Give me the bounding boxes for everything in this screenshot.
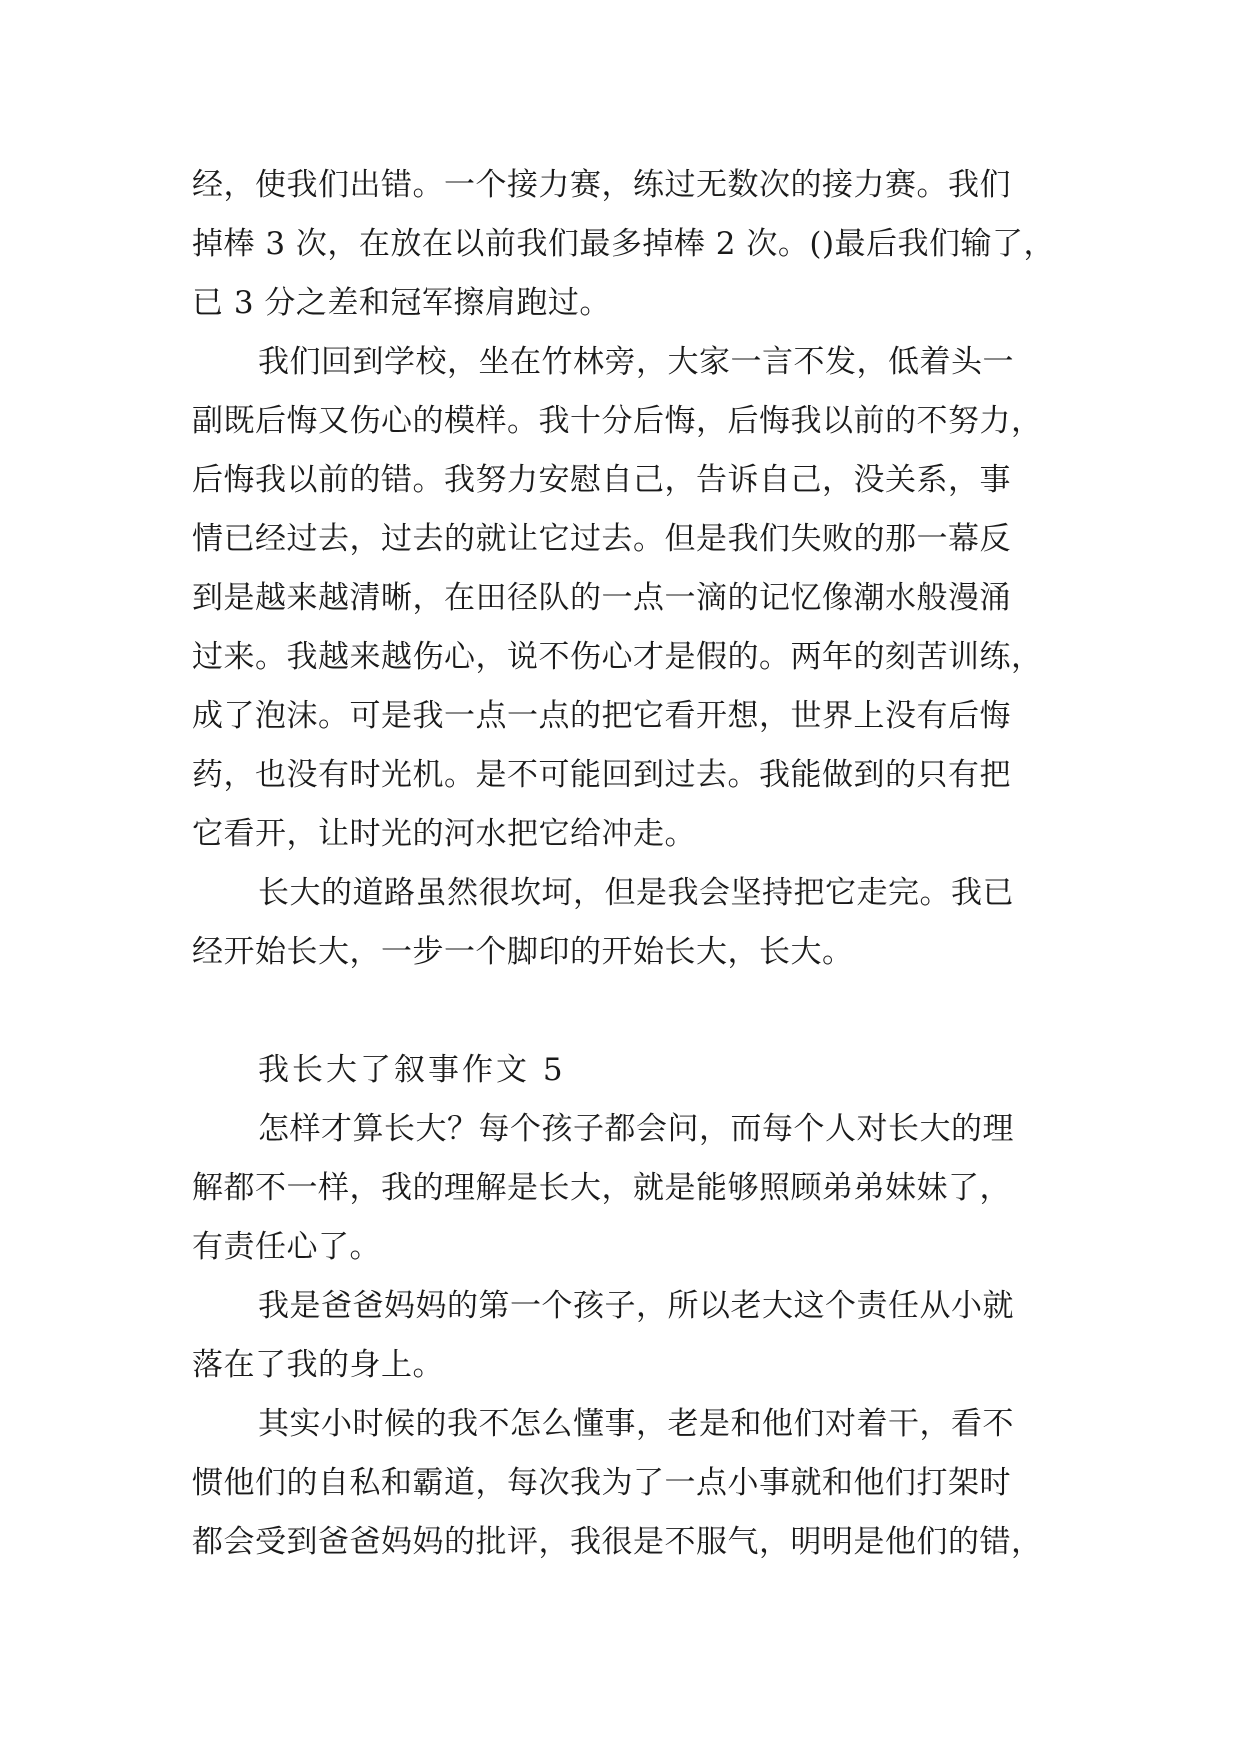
text-line: 其实小时候的我不怎么懂事，老是和他们对着干，看不 <box>258 1406 1014 1442</box>
text-line: 成了泡沫。可是我一点一点的把它看开想，世界上没有后悔 <box>192 698 1011 734</box>
paragraph-3 <box>192 864 1072 982</box>
text-line: 经，使我们出错。一个接力赛，练过无数次的接力赛。我们 <box>192 167 1011 203</box>
text-line: 有责任心了。 <box>192 1229 381 1265</box>
text-line: 药，也没有时光机。是不可能回到过去。我能做到的只有把 <box>192 757 1011 793</box>
text-line: 解都不一样，我的理解是长大，就是能够照顾弟弟妹妹了， <box>192 1170 1011 1206</box>
heading-text: 我长大了叙事作文 5 <box>258 1052 566 1088</box>
paragraph-6 <box>192 1395 1072 1572</box>
text-line: 它看开，让时光的河水把它给冲走。 <box>192 816 696 852</box>
text-line: 过来。我越来越伤心，说不伤心才是假的。两年的刻苦训练， <box>192 639 1043 675</box>
text-line: 已 3 分之差和冠军擦肩跑过。 <box>192 285 611 321</box>
section-heading <box>192 1041 1072 1100</box>
text-line: 怎样才算长大？每个孩子都会问，而每个人对长大的理 <box>258 1111 1014 1147</box>
document-body <box>192 156 1072 1572</box>
paragraph-5 <box>192 1277 1072 1395</box>
text-line: 都会受到爸爸妈妈的批评，我很是不服气，明明是他们的错， <box>192 1524 1043 1560</box>
text-line: 惯他们的自私和霸道，每次我为了一点小事就和他们打架时 <box>192 1465 1011 1501</box>
paragraph-4 <box>192 1100 1072 1277</box>
text-line: 掉棒 3 次，在放在以前我们最多掉棒 2 次。()最后我们输了， <box>192 226 1056 262</box>
text-line: 我们回到学校，坐在竹林旁，大家一言不发，低着头一 <box>258 344 1014 380</box>
blank-line <box>192 982 1072 1041</box>
text-line: 落在了我的身上。 <box>192 1347 444 1383</box>
text-line: 经开始长大，一步一个脚印的开始长大，长大。 <box>192 934 854 970</box>
paragraph-2 <box>192 333 1072 864</box>
text-line: 到是越来越清晰，在田径队的一点一滴的记忆像潮水般漫涌 <box>192 580 1011 616</box>
paragraph-1 <box>192 156 1072 333</box>
text-line: 情已经过去，过去的就让它过去。但是我们失败的那一幕反 <box>192 521 1011 557</box>
text-line: 我是爸爸妈妈的第一个孩子，所以老大这个责任从小就 <box>258 1288 1014 1324</box>
text-line: 副既后悔又伤心的模样。我十分后悔，后悔我以前的不努力， <box>192 403 1043 439</box>
text-line: 长大的道路虽然很坎坷，但是我会坚持把它走完。我已 <box>258 875 1014 911</box>
text-line: 后悔我以前的错。我努力安慰自己，告诉自己，没关系，事 <box>192 462 1011 498</box>
